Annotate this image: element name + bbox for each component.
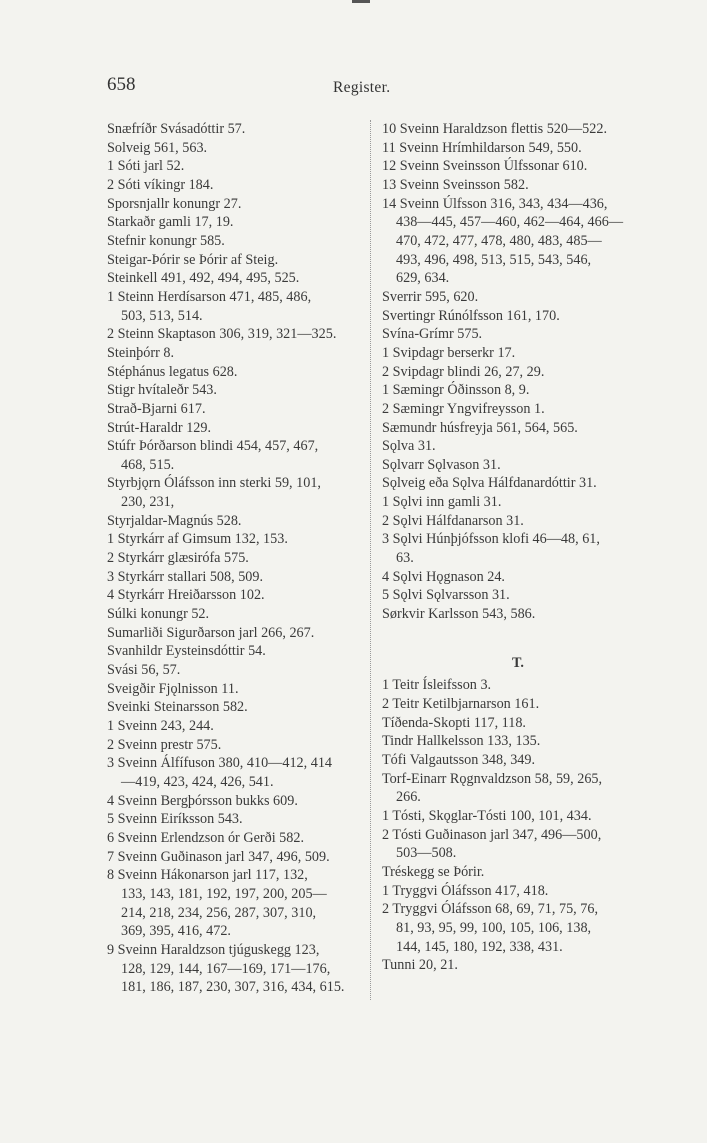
index-entry [107,530,365,549]
index-entry [382,770,654,807]
index-entry [382,474,654,493]
index-entry-text: 2 Tósti Guðinason jarl 347, 496—500, [382,826,602,843]
index-entry-continuation: 503—508. [396,845,457,862]
index-entry [107,157,365,176]
index-entry-text: Starkaðr gamli 17, 19. [107,214,234,231]
index-entry [382,139,654,158]
index-entry [382,568,654,587]
index-entry [382,157,654,176]
index-entry-text: 1 Tósti, Skǫglar-Tósti 100, 101, 434. [382,807,592,824]
index-entry-text: Styrjaldar-Magnús 528. [107,512,242,529]
index-entry [382,714,654,733]
index-entry [107,363,365,382]
index-entry-text: Tíðenda-Skopti 117, 118. [382,714,526,731]
index-column-right [382,120,654,975]
index-entry-continuation: 128, 129, 144, 167—169, 171—176, [121,960,331,977]
index-entry-continuation: 493, 496, 498, 513, 515, 543, 546, [396,251,592,268]
index-entry-text: Strút-Haraldr 129. [107,419,212,436]
column-divider [370,120,371,1000]
index-entry-text: 1 Sǫlvi inn gamli 31. [382,494,502,511]
index-entry-text: Stefnir konungr 585. [107,232,225,249]
index-entry [107,437,365,474]
index-entry [107,474,365,511]
index-entry-text: Sveinki Steinarsson 582. [107,699,248,716]
index-entry-text: 5 Sǫlvi Sǫlvarsson 31. [382,587,510,604]
index-entry-text: 1 Svipdagr berserkr 17. [382,344,516,361]
index-entry-text: 2 Sǫlvi Hálfdanarson 31. [382,512,524,529]
index-entry [107,642,365,661]
index-entry [107,717,365,736]
index-entry-continuation: 503, 513, 514. [121,307,203,324]
index-entry-continuation: 63. [396,550,414,567]
index-entry [107,829,365,848]
index-entry [107,866,365,941]
index-entry-text: 13 Sveinn Sveinsson 582. [382,176,529,193]
index-column-left [107,120,365,997]
index-entry [107,325,365,344]
index-entry-text: 2 Steinn Skaptason 306, 319, 321—325. [107,326,337,343]
index-entry [382,863,654,882]
index-entry-text: 2 Sveinn prestr 575. [107,736,222,753]
index-entry [107,400,365,419]
index-entry-text: Stúfr Þórðarson blindi 454, 457, 467, [107,438,319,455]
index-entry-text: Snæfríðr Svásadóttir 57. [107,121,246,137]
index-entry [382,512,654,531]
index-entry-text: 2 Svipdagr blindi 26, 27, 29. [382,363,545,380]
index-entry [382,400,654,419]
index-entry [382,363,654,382]
index-entry-text: 4 Sveinn Bergþórsson bukks 609. [107,792,298,809]
index-entry [107,195,365,214]
index-entry-text: 11 Sveinn Hrímhildarson 549, 550. [382,139,582,156]
index-entry [107,288,365,325]
index-entry-text: Tréskegg se Þórir. [382,863,485,880]
index-entry [382,586,654,605]
index-entry-continuation: 369, 395, 416, 472. [121,923,231,940]
index-entry [107,419,365,438]
index-entry [382,195,654,288]
index-entry [107,381,365,400]
index-entry-text: Sporsnjallr konungr 27. [107,195,242,212]
index-entry [382,176,654,195]
index-entry [382,882,654,901]
index-entry [382,325,654,344]
index-entry [107,736,365,755]
index-entry [382,419,654,438]
index-entry [107,624,365,643]
index-entry-text: Svertingr Rúnólfsson 161, 170. [382,307,560,324]
index-entry-text: 1 Sveinn 243, 244. [107,718,214,734]
index-entry-text: 1 Steinn Herdísarson 471, 485, 486, [107,288,312,305]
index-entry [382,751,654,770]
index-entry-text: Steinkell 491, 492, 494, 495, 525. [107,270,300,287]
index-entry [107,848,365,867]
index-entry [382,807,654,826]
index-entry [382,437,654,456]
index-entry [107,251,365,270]
section-heading-t: T. [512,654,524,671]
index-entry-text: Svási 56, 57. [107,662,181,679]
index-entry-text: 10 Sveinn Haraldzson flettis 520—522. [382,121,607,137]
index-entry [382,695,654,714]
index-entry [107,568,365,587]
index-entry [107,680,365,699]
index-entry-text: 3 Sǫlvi Húnþjófsson klofi 46—48, 61, [382,531,600,548]
index-entry [382,956,654,975]
index-entry-text: Steigar-Þórir se Þórir af Steig. [107,251,279,268]
index-entry-text: Styrbjǫrn Óláfsson inn sterki 59, 101, [107,475,321,492]
index-entry-text: Tófi Valgautsson 348, 349. [382,752,536,768]
index-entry-text: Steinþórr 8. [107,344,174,361]
index-entry-continuation: 214, 218, 234, 256, 287, 307, 310, [121,904,317,921]
index-entry [107,176,365,195]
index-entry-text: 2 Styrkárr glæsirófa 575. [107,550,249,567]
index-entry-text: 4 Styrkárr Hreiðarsson 102. [107,587,265,604]
index-entry-text: Stéphánus legatus 628. [107,363,238,380]
index-entry-continuation: 81, 93, 95, 99, 100, 105, 106, 138, [396,919,592,936]
index-entry-text: Svanhildr Eysteinsdóttir 54. [107,643,266,660]
index-entry [382,120,654,139]
index-entry-text: Sæmundr húsfreyja 561, 564, 565. [382,419,578,436]
index-entry-text: 9 Sveinn Haraldzson tjúguskegg 123, [107,941,320,958]
index-entry [382,676,654,695]
index-entry [382,381,654,400]
index-entry [107,810,365,829]
index-entry [382,307,654,326]
index-entry-text: Torf-Einarr Rǫgnvaldzson 58, 59, 265, [382,770,603,787]
index-entry-text: 1 Tryggvi Óláfsson 417, 418. [382,882,549,899]
index-entry-text: 1 Sóti jarl 52. [107,158,185,175]
index-entry-text: Tunni 20, 21. [382,957,458,974]
index-entry [107,120,365,139]
index-entry [382,900,654,956]
index-entry-text: Strað-Bjarni 617. [107,400,206,417]
index-entry-continuation: 470, 472, 477, 478, 480, 483, 485— [396,232,602,249]
index-entry [382,288,654,307]
index-entry [107,344,365,363]
index-entry [107,605,365,624]
index-entry-text: 1 Sæmingr Óðinsson 8, 9. [382,382,530,399]
index-entry-continuation: 438—445, 457—460, 462—464, 466— [396,214,623,231]
index-entry-continuation: 133, 143, 181, 192, 197, 200, 205— [121,885,327,902]
index-entry-continuation: 266. [396,789,421,806]
index-entry-continuation: 181, 186, 187, 230, 307, 316, 434, 615. [121,979,345,996]
index-entry-text: 14 Sveinn Úlfsson 316, 343, 434—436, [382,195,608,212]
index-entry-continuation: 629, 634. [396,270,450,287]
index-section-s-continued [382,120,654,624]
index-entry [107,549,365,568]
index-entry-text: 1 Teitr Ísleifsson 3. [382,677,492,694]
index-entry-text: Stigr hvítaleðr 543. [107,382,217,399]
index-entry [107,754,365,791]
index-entry-text: 12 Sveinn Sveinsson Úlfssonar 610. [382,158,588,175]
index-entry-text: 2 Sóti víkingr 184. [107,176,214,193]
index-entry-text: Sverrir 595, 620. [382,288,479,305]
index-entry-text: 8 Sveinn Hákonarson jarl 117, 132, [107,867,308,884]
index-entry [107,792,365,811]
index-entry-text: Tindr Hallkelsson 133, 135. [382,733,541,750]
index-entry [107,269,365,288]
index-entry-continuation: 230, 231, [121,494,175,511]
index-entry [382,493,654,512]
index-section-t [382,676,654,975]
index-entry [107,512,365,531]
index-entry-text: 5 Sveinn Eiríksson 543. [107,811,243,828]
index-entry [107,941,365,997]
index-entry [107,232,365,251]
index-entry-text: 2 Teitr Ketilbjarnarson 161. [382,696,540,713]
index-entry [107,213,365,232]
running-title: Register. [333,79,391,96]
index-entry-text: 2 Tryggvi Óláfsson 68, 69, 71, 75, 76, [382,901,598,918]
index-entry [382,530,654,567]
index-entry-text: 3 Sveinn Álfífuson 380, 410—412, 414 [107,755,333,772]
index-entry-continuation: 144, 145, 180, 192, 338, 431. [396,938,563,955]
index-entry [382,456,654,475]
index-entry-text: 4 Sǫlvi Hǫgnason 24. [382,568,505,585]
index-entry [382,732,654,751]
index-entry [382,826,654,863]
index-entry-text: Sǫlveig eða Sǫlva Hálfdanardóttir 31. [382,475,597,492]
index-entry-text: 6 Sveinn Erlendzson ór Gerði 582. [107,829,305,846]
index-entry-text: Súlki konungr 52. [107,606,210,623]
index-entry [107,661,365,680]
index-entry [107,586,365,605]
scan-mark [352,0,370,3]
index-entry-text: Solveig 561, 563. [107,139,208,156]
index-entry-text: Sǫlva 31. [382,438,436,455]
index-entry-text: Sǫlvarr Sǫlvason 31. [382,456,501,473]
index-entry-text: Sørkvir Karlsson 543, 586. [382,606,536,623]
index-entry-text: Sveigðir Fjǫlnisson 11. [107,680,239,697]
index-entry [382,605,654,624]
index-entry-continuation: —419, 423, 424, 426, 541. [121,773,274,790]
index-entry [382,344,654,363]
index-entry-text: 2 Sæmingr Yngvifreysson 1. [382,400,545,417]
index-entry-text: 7 Sveinn Guðinason jarl 347, 496, 509. [107,848,330,865]
index-entry-continuation: 468, 515. [121,456,175,473]
index-entry-text: Sumarliði Sigurðarson jarl 266, 267. [107,624,315,641]
index-entry-text: 3 Styrkárr stallari 508, 509. [107,568,264,585]
index-entry-text: Svína-Grímr 575. [382,326,483,343]
index-entry [107,698,365,717]
page-number: 658 [107,74,136,95]
index-entry-text: 1 Styrkárr af Gimsum 132, 153. [107,531,288,548]
index-entry [107,139,365,158]
